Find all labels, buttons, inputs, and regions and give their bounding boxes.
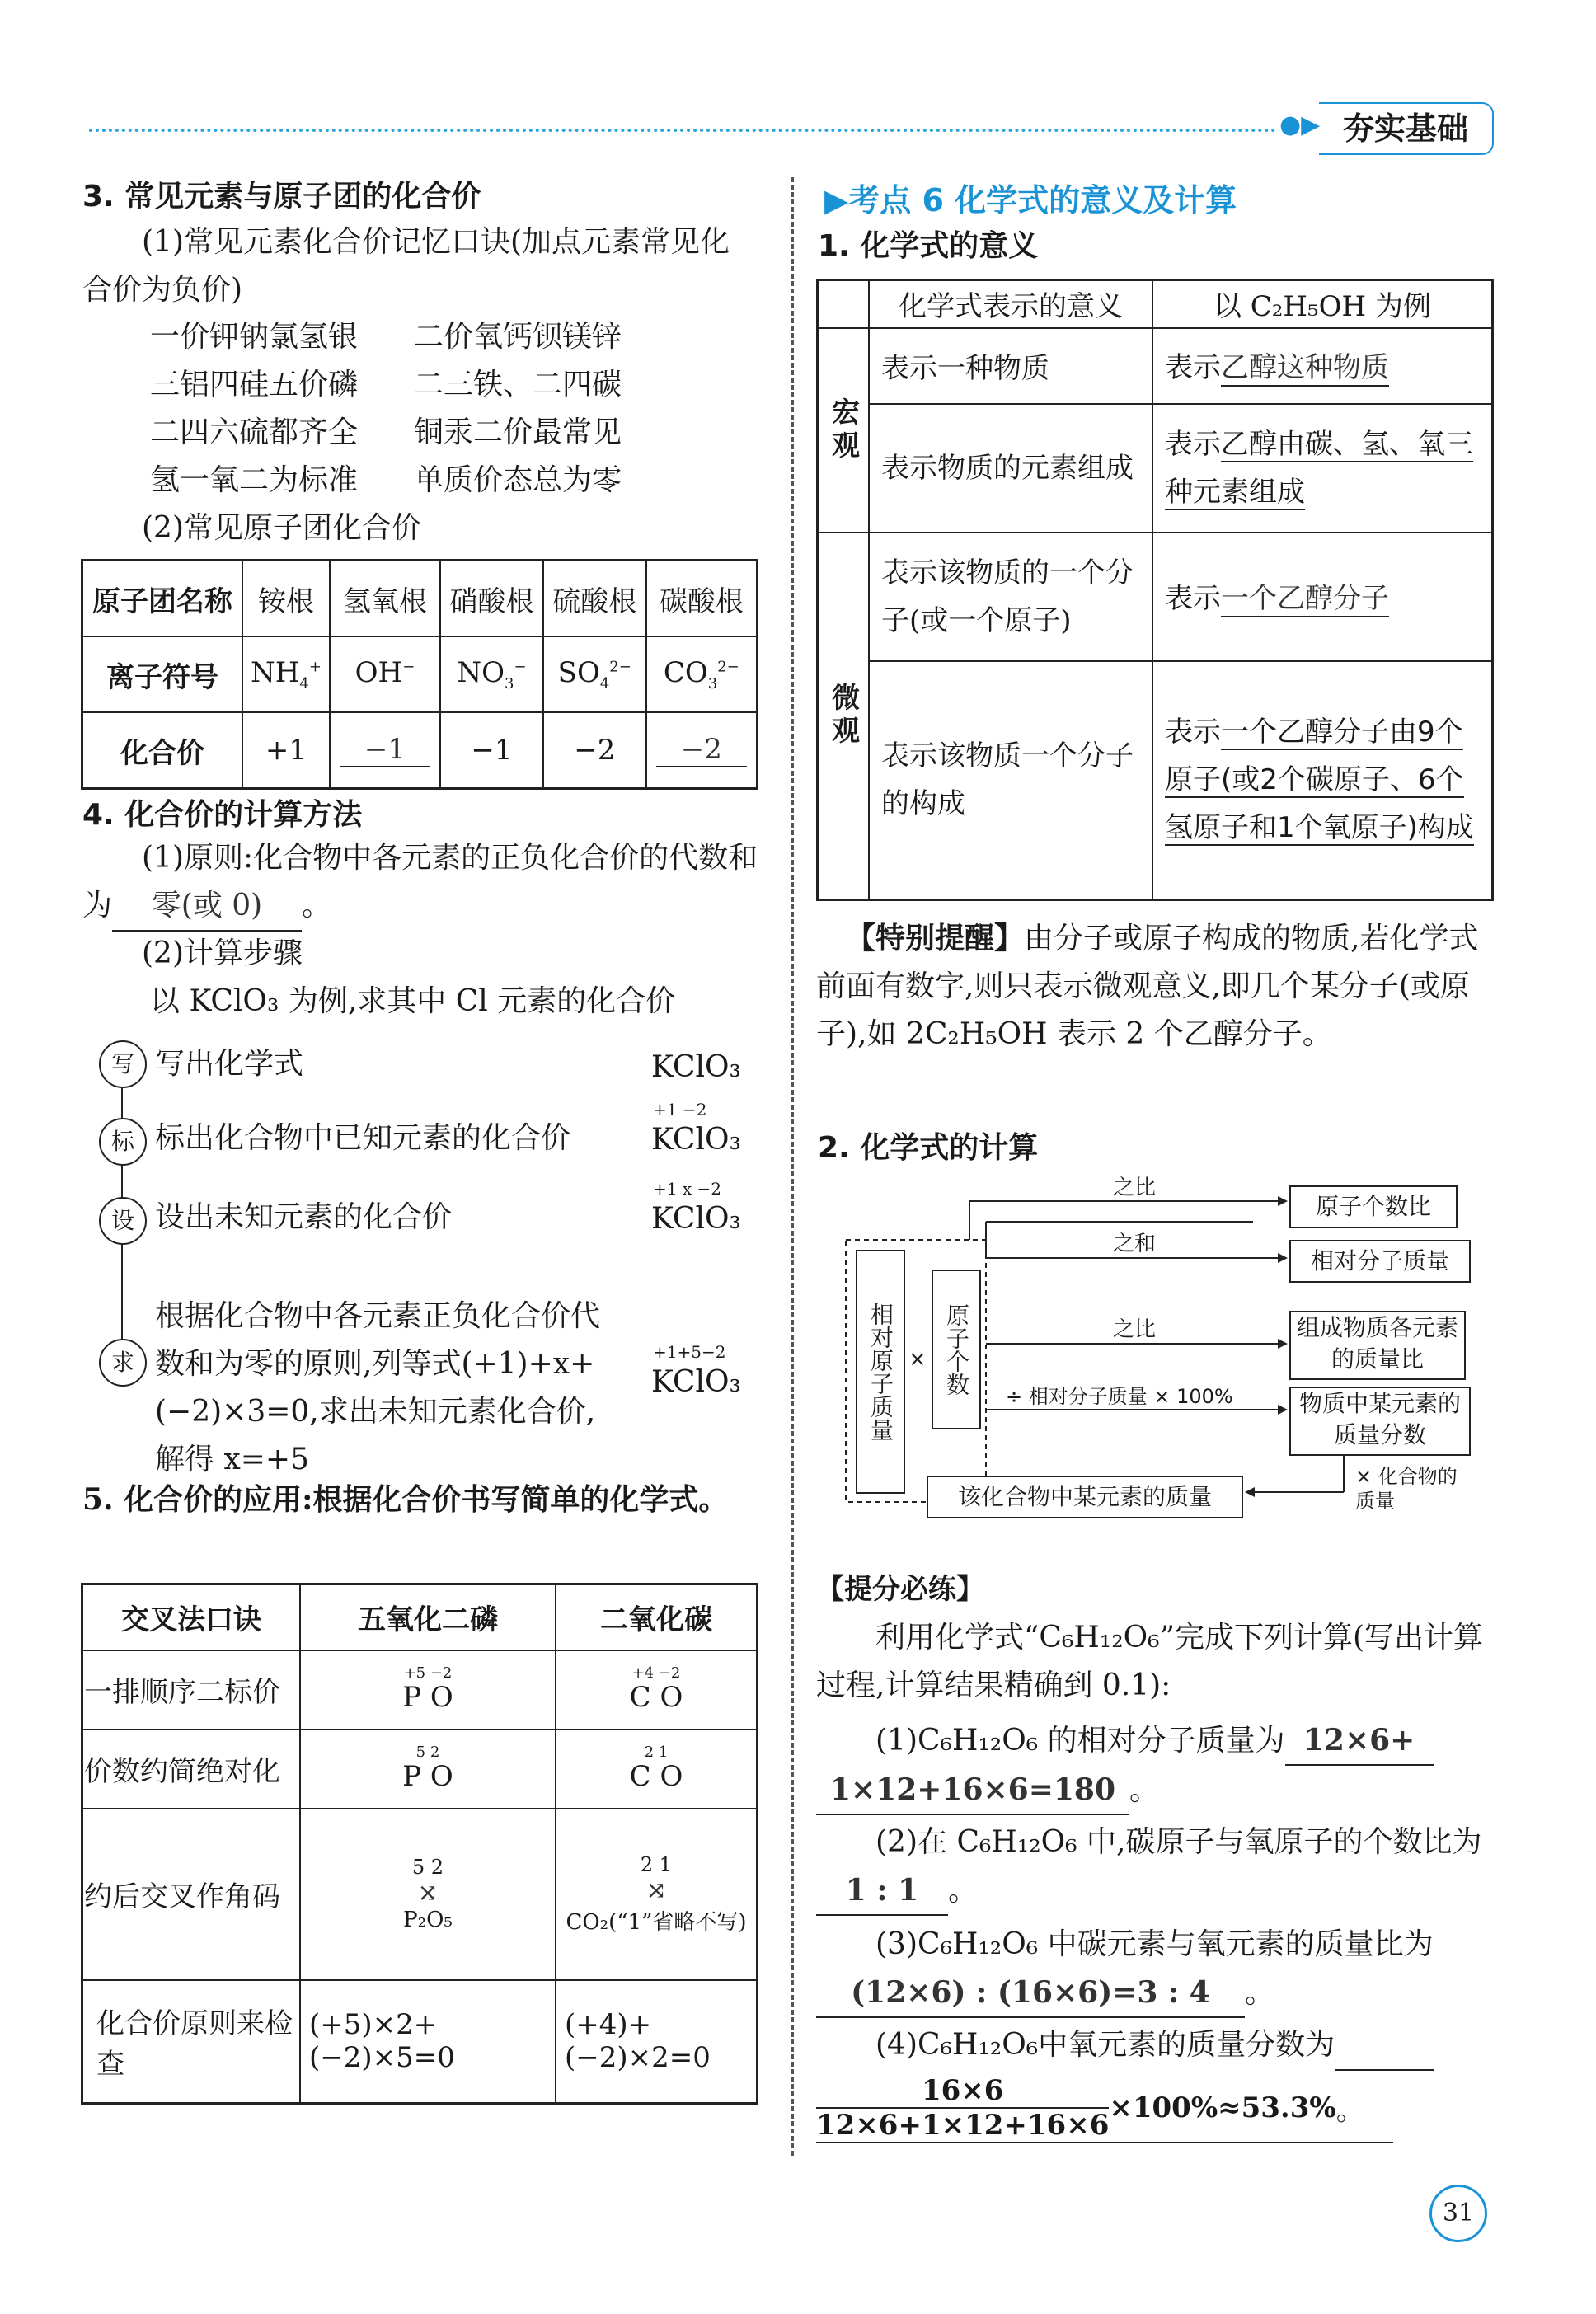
q4-fraction [816, 2074, 1109, 2142]
t1-val-head: 化合价 [82, 712, 243, 789]
box-atom-count: 原子个数 [932, 1270, 981, 1429]
ion-symbol [646, 636, 758, 712]
t2-fill: 乙醇这种物质 [1221, 345, 1389, 387]
t3-valence-mark: 2 1 [644, 1743, 669, 1761]
rhyme-b: 铜汞二价最常见 [414, 415, 622, 449]
t3-head: 二氧化碳 [556, 1584, 758, 1650]
t3-head: 交叉法口诀 [82, 1584, 301, 1650]
step-text: 标出化合物中已知元素的化合价 [155, 1121, 571, 1155]
t2-fill: 一个乙醇分子由9个原子(或2个碳原子、6个氢原子和1个氧原子)构成 [1165, 716, 1474, 845]
ion-sub: 4 [599, 674, 610, 692]
ion-symbol [242, 636, 330, 712]
t2-head: 以 C₂H₅OH 为例 [1152, 280, 1493, 328]
q2-answer: 1 : 1 [816, 1866, 948, 1916]
t3-valence-mark: +4 −2 [631, 1664, 681, 1682]
header-tab [1319, 102, 1494, 155]
q3 [816, 1921, 1494, 2018]
q4-text: (4)C₆H₁₂O₆中氧元素的质量分数为 [875, 2028, 1335, 2062]
cross-arrow-icon: ⤨ [645, 1875, 667, 1905]
rhyme-block [150, 313, 777, 505]
page-number: 31 [1429, 2185, 1487, 2242]
t2-question: 表示该物质的一个分子(或一个原子) [869, 533, 1152, 661]
valence-answer: −2 [656, 733, 747, 767]
edge-label-ratio2: 之比 [1113, 1317, 1157, 1342]
valence [646, 712, 758, 789]
step-text: 写出化学式 [155, 1047, 304, 1081]
calc-diagram [841, 1171, 1500, 1583]
ion-base: NH [250, 656, 300, 690]
tip-text: 由分子或原子构成的物质,若化学式前面有数字,则只表示微观意义,即几个某分子(或原子),如 2C₂H₅OH 表示 2 个乙醇分子。 [816, 922, 1479, 1051]
t3-symbols: P O [402, 1759, 453, 1793]
m-title: 1. 化学式的意义 [818, 229, 1039, 263]
t2-prefix: 表示 [1165, 351, 1221, 384]
drill-label: 【提分必练】 [816, 1573, 984, 1606]
rhyme-line [150, 313, 777, 361]
t2-prefix: 表示 [1165, 427, 1221, 461]
t1-head: 氢氧根 [330, 561, 440, 637]
ion-symbol [330, 636, 440, 712]
ion-charge: 2− [717, 658, 739, 676]
q1-text: (1)C₆H₁₂O₆ 的相对分子质量为 [875, 1724, 1285, 1758]
step-badge: 设 [99, 1197, 147, 1245]
valence: +1 [242, 712, 330, 789]
t3-rule: 化合价原则来检查 [82, 1980, 301, 2104]
radical-table [81, 559, 758, 790]
step-text: 根据化合物中各元素正负化合价代数和为零的原则,列等式(+1)+x+(−2)×3=0,求出未知元素化合价,解得 x=+5 [155, 1299, 601, 1476]
s3-para1-text: (1)常见元素化合价记忆口诀(加点元素常见化合价为负价) [82, 225, 730, 307]
edge-label-fraction: ÷ 相对分子质量 × 100% [1006, 1385, 1233, 1408]
t2-answer [1152, 404, 1493, 533]
ion-symbol [440, 636, 543, 712]
t3-symbols: C O [629, 1759, 683, 1793]
ion-base: OH [354, 656, 403, 690]
q4 [816, 2021, 1494, 2071]
rhyme-line [150, 361, 777, 409]
meaning-table [816, 279, 1494, 901]
drill-intro-text: 利用化学式“C₆H₁₂O₆”完成下列计算(写出计算过程,计算结果精确到 0.1): [816, 1621, 1484, 1702]
t3-valence-mark: 2 1 [640, 1852, 673, 1876]
drill-intro [816, 1614, 1494, 1710]
step-valences: +1 −2 [653, 1100, 707, 1119]
edge-label-compound-mass: × 化合物的质量 [1355, 1465, 1458, 1513]
q1-answer-a: 12×6+ [1285, 1716, 1434, 1766]
kp-title [824, 175, 1237, 220]
q3-answer: (12×6) : (16×6)=3 : 4 [816, 1969, 1245, 2018]
t3-check: (+5)×2+(−2)×5=0 [300, 1980, 556, 2104]
t2-fill: 乙醇由碳、氢、氧三种元素组成 [1165, 427, 1473, 509]
q1-period: 。 [1129, 1773, 1160, 1807]
q2 [816, 1819, 1494, 1916]
s4-para1 [82, 834, 758, 932]
q4-period: 。 [1335, 2094, 1364, 2128]
box-mass-fraction: 物质中某元素的质量分数 [1289, 1387, 1471, 1456]
t3-check: (+4)+(−2)×2=0 [556, 1980, 758, 2104]
column-divider [791, 177, 794, 2156]
times-label: × [908, 1347, 927, 1372]
ion-sub: 3 [505, 674, 514, 692]
box-element-mass: 该化合物中某元素的质量 [927, 1476, 1243, 1518]
q1-answer-b: 1×12+16×6=180 [816, 1766, 1129, 1815]
ion-sub: 3 [707, 674, 718, 692]
s5-text: 5. 化合价的应用:根据化合价书写简单的化学式。 [82, 1482, 729, 1517]
ion-charge: − [402, 658, 415, 676]
c-title: 2. 化学式的计算 [818, 1131, 1039, 1165]
ion-base: CO [663, 656, 708, 690]
kp-arrow-icon: ▶ [824, 182, 849, 218]
rhyme-b: 单质价态总为零 [414, 463, 622, 497]
box-mol-mass: 相对分子质量 [1289, 1240, 1471, 1283]
q4-denominator: 12×6+1×12+16×6 [816, 2109, 1110, 2142]
t3-valence-mark: +5 −2 [403, 1664, 453, 1682]
rhyme-b: 二价氧钙钡镁锌 [414, 320, 622, 354]
cross-arrow-icon: ⤨ [417, 1879, 439, 1908]
t3-valence-mark: 5 2 [411, 1856, 444, 1879]
t3-valence-mark: 5 2 [415, 1743, 440, 1761]
t2-corner [818, 280, 870, 328]
valence-answer: −1 [340, 733, 430, 767]
t3-formula: P₂O₅ [403, 1908, 453, 1932]
rhyme-a: 二四六硫都齐全 [150, 415, 359, 449]
t2-prefix: 表示 [1165, 716, 1221, 749]
q4-result: ×100%≈53.3% [1109, 2091, 1336, 2124]
ion-base: SO [557, 656, 600, 690]
edge-label-ratio: 之比 [1113, 1176, 1157, 1200]
s3-para1 [82, 218, 758, 314]
valence [330, 712, 440, 789]
step-badge: 求 [99, 1339, 147, 1387]
t1-head: 硫酸根 [543, 561, 646, 637]
cross-method-table [81, 1583, 758, 2105]
box-atom-ratio: 原子个数比 [1289, 1185, 1458, 1228]
t1-head: 碳酸根 [646, 561, 758, 637]
t1-head: 硝酸根 [440, 561, 543, 637]
q1 [816, 1716, 1494, 1815]
t3-formula: CO₂(“1”省略不写) [566, 1909, 747, 1935]
step-badge: 标 [99, 1118, 147, 1166]
ion-base: NO [457, 656, 505, 690]
t3-symbols: P O [402, 1680, 453, 1714]
rhyme-a: 一价钾钠氯氢银 [150, 320, 359, 354]
valence: −2 [543, 712, 646, 789]
t2-answer [1152, 661, 1493, 900]
t2-answer [1152, 328, 1493, 404]
t1-head-name: 原子团名称 [82, 561, 243, 637]
ion-charge: + [308, 658, 322, 676]
s4-example: 以 KClO₃ 为例,求其中 Cl 元素的化合价 [150, 984, 676, 1018]
step-formula: KClO₃ [651, 1365, 741, 1399]
box-atomic-mass: 相对原子质量 [856, 1250, 905, 1494]
box-mass-ratio: 组成物质各元素的质量比 [1289, 1311, 1466, 1380]
t2-micro-label: 微观 [818, 533, 870, 900]
step-valences: +1+5−2 [653, 1342, 726, 1362]
t2-question: 表示一种物质 [869, 328, 1152, 404]
t2-question: 表示物质的元素组成 [869, 404, 1152, 533]
t3-cell [556, 1809, 758, 1980]
t2-fill: 一个乙醇分子 [1221, 575, 1389, 617]
t3-cell [300, 1809, 556, 1980]
edge-label-sum: 之和 [1113, 1232, 1157, 1256]
s3-title: 3. 常见元素与原子团的化合价 [82, 180, 481, 214]
ion-charge: − [514, 658, 527, 676]
rhyme-b: 二三铁、二四碳 [414, 368, 622, 401]
q2-text: (2)在 C₆H₁₂O₆ 中,碳原子与氧原子的个数比为 [875, 1825, 1482, 1859]
t3-rule: 一排顺序二标价 [82, 1650, 301, 1730]
step-formula: KClO₃ [651, 1050, 741, 1084]
t2-answer [1152, 533, 1493, 661]
step-formula: KClO₃ [651, 1202, 741, 1236]
kp-title-text: 考点 6 化学式的意义及计算 [848, 182, 1237, 218]
t1-head: 铵根 [242, 561, 330, 637]
rhyme-a: 三铝四硅五价磷 [150, 368, 359, 401]
step-badge: 写 [99, 1040, 147, 1088]
t2-question: 表示该物质一个分子的构成 [869, 661, 1152, 900]
tip-block [816, 915, 1494, 1058]
s4-para2: (2)计算步骤 [142, 936, 303, 970]
s4-period: 。 [302, 889, 332, 922]
s4-answer: 零(或 0) [112, 882, 302, 932]
s3-para2: (2)常见原子团化合价 [142, 511, 421, 545]
t3-rule: 价数约简绝对化 [82, 1730, 301, 1809]
q3-period: 。 [1245, 1976, 1275, 2010]
ion-sub: 4 [299, 674, 309, 692]
t1-ion-head: 离子符号 [82, 636, 243, 712]
q4-answer [816, 2074, 1393, 2143]
step-text: 设出未知元素的化合价 [155, 1200, 453, 1234]
q4-numerator: 16×6 [816, 2074, 1109, 2109]
rhyme-line [150, 457, 777, 505]
t3-cell [300, 1650, 556, 1730]
rhyme-line [150, 409, 777, 457]
t3-cell [556, 1730, 758, 1809]
t3-rule: 约后交叉作角码 [82, 1809, 301, 1980]
t3-cell [300, 1730, 556, 1809]
q2-period: 。 [948, 1874, 979, 1908]
t3-head: 五氧化二磷 [300, 1584, 556, 1650]
t2-head: 化学式表示的意义 [869, 280, 1152, 328]
t3-symbols: C O [629, 1680, 683, 1714]
q3-text: (3)C₆H₁₂O₆ 中碳元素与氧元素的质量比为 [875, 1927, 1434, 1961]
ion-charge: 2− [609, 658, 631, 676]
header-arrow-icon: ●▶ [1279, 110, 1321, 139]
rhyme-a: 氢一氧二为标准 [150, 463, 359, 497]
step-formula: KClO₃ [651, 1123, 741, 1157]
s4-para1-text: (1)原则:化合物中各元素的正负化合价的代数和为 [82, 841, 758, 922]
t2-macro-label: 宏观 [818, 328, 870, 533]
t2-prefix: 表示 [1165, 582, 1221, 615]
ion-symbol [543, 636, 646, 712]
s4-title: 4. 化合价的计算方法 [82, 798, 363, 832]
step-valences: +1 x −2 [653, 1179, 721, 1199]
tip-label: 【特别提醒】 [846, 922, 1025, 955]
header-tab-label: 夯实基础 [1342, 110, 1468, 147]
valence: −1 [440, 712, 543, 789]
header-dotted-rule [89, 129, 1276, 135]
t3-cell [556, 1650, 758, 1730]
